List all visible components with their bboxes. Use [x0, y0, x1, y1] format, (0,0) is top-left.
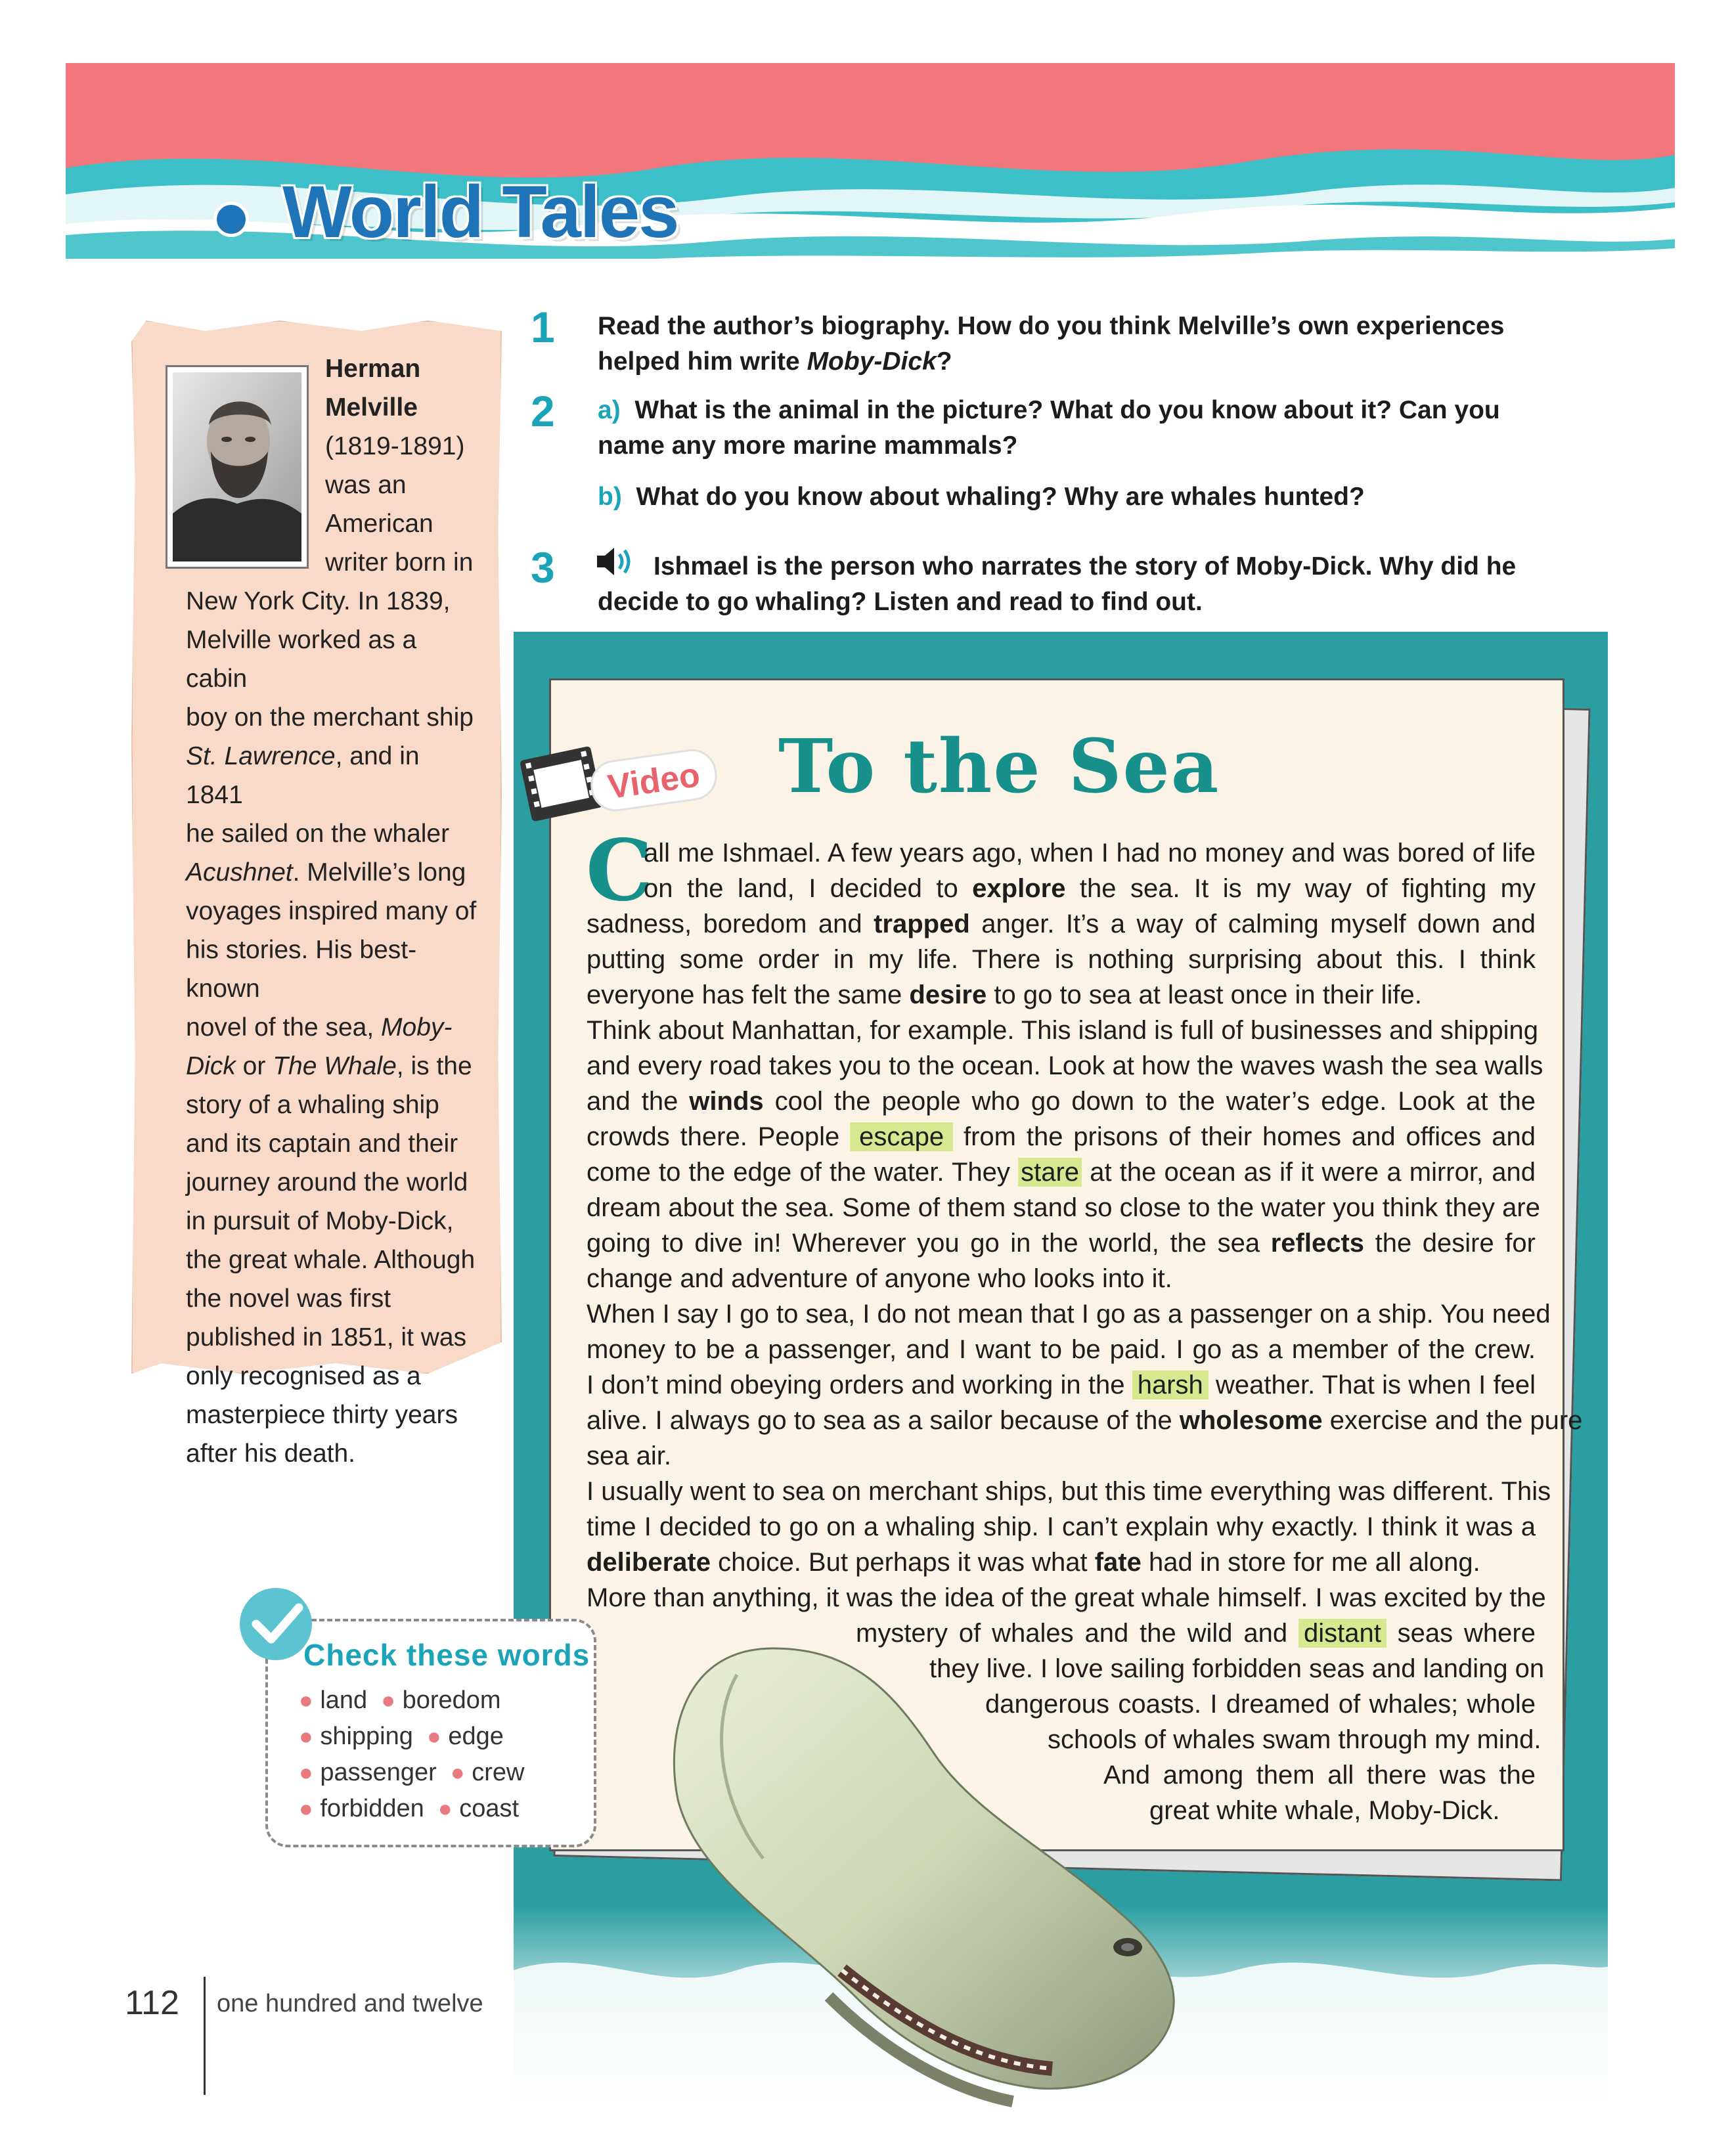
page-number-words: one hundred and twelve [217, 1990, 483, 2017]
story-line: deliberate choice. But perhaps it was what fate had in store for me all along. [587, 1548, 1480, 1577]
story-line: come to the edge of the water. They stare at the ocean as if it were a mirror, and [587, 1158, 1536, 1187]
story-title: To the Sea [778, 724, 1220, 810]
story-line: and the winds cool the people who go down to the water’s edge. Look at the [587, 1087, 1536, 1116]
exercise-3-number: 3 [531, 543, 555, 592]
video-badge-label: Video [605, 756, 703, 807]
story-line: alive. I always go to sea as a sailor because of the wholesome exercise and the pure [587, 1406, 1583, 1435]
story-line: putting some order in my life. There is nothing surprising about this. I think [587, 945, 1536, 974]
story-line: crowds there. People escape from the prisons of their homes and offices and [587, 1122, 1536, 1151]
story-line: dangerous coasts. I dreamed of whales; whole [985, 1690, 1536, 1719]
story-line: on the land, I decided to explore the sea. It is my way of fighting my [644, 874, 1536, 903]
story-line: mystery of whales and the wild and distant seas where [856, 1619, 1536, 1648]
exercise-2-number: 2 [531, 387, 555, 435]
story-line: sea air. [587, 1441, 671, 1470]
story-line: time I decided to go on a whaling ship. I can’t explain why exactly. I think it was a [587, 1512, 1536, 1541]
exercise-1-number: 1 [531, 303, 555, 351]
story-line: More than anything, it was the idea of the great whale himself. I was excited by the [587, 1583, 1546, 1612]
exercise-3-text: Ishmael is the person who narrates the story of Moby-Dick. Why did he decide to go whaling? Listen and read to find out. [598, 552, 1517, 616]
check-words-row: ● land ● boredom [299, 1686, 501, 1714]
story-line: And among them all there was the [1103, 1761, 1536, 1790]
video-badge[interactable] [512, 732, 729, 831]
check-words-title: Check these words [303, 1638, 590, 1672]
story-line: change and adventure of anyone who looks into it. [587, 1264, 1172, 1293]
exercise-2b-text: b) What do you know about whaling? Why are whales hunted? [598, 483, 1365, 511]
check-words-row: ● shipping ● edge [299, 1723, 504, 1750]
story-line: they live. I love sailing forbidden seas and landing on [929, 1654, 1545, 1683]
story-line: money to be a passenger, and I want to be paid. I go as a member of the crew. [587, 1335, 1536, 1364]
story-line: great white whale, Moby-Dick. [1149, 1796, 1500, 1825]
story-line: I usually went to sea on merchant ships, but this time everything was different. This [587, 1477, 1551, 1506]
story-line: sadness, boredom and trapped anger. It’s a way of calming myself down and [587, 910, 1536, 938]
story-line: schools of whales swam through my mind. [1048, 1725, 1541, 1754]
check-words-row: ● passenger ● crew [299, 1759, 525, 1786]
exercise-2a-text: a) What is the animal in the picture? What do you know about it? Can you name any more marine mammals? [598, 396, 1500, 460]
page-number: 112 [125, 1984, 179, 2022]
story-line: I don’t mind obeying orders and working in the harsh weather. That is when I feel [587, 1371, 1536, 1399]
exercise-1-text: Read the author’s biography. How do you think Melville’s own experiences helped him write Moby-Dick? [598, 312, 1505, 376]
section-title: World Tales [282, 171, 678, 253]
highlighted-word[interactable]: harsh [1132, 1371, 1209, 1399]
check-words-row: ● forbidden ● coast [299, 1795, 520, 1822]
story-line: and every road takes you to the ocean. Look at how the waves wash the sea walls [587, 1051, 1543, 1080]
drop-cap: C [586, 822, 653, 920]
highlighted-word[interactable]: distant [1298, 1619, 1386, 1648]
story-line: going to dive in! Wherever you go in the world, the sea reflects the desire for [587, 1229, 1536, 1258]
highlighted-word[interactable]: escape [850, 1122, 953, 1151]
story-line: Think about Manhattan, for example. This island is full of businesses and shipping [587, 1016, 1538, 1045]
story-line: dream about the sea. Some of them stand so close to the water you think they are [587, 1193, 1540, 1222]
biography-text: Herman Melville (1819-1891) was an American writer born in New York City. In 1839, Melville worked as a cabin boy on the merchant ship St. Lawrence, and in 1841 he sailed on the whaler Acushnet. Melville’s long voyages inspired many of his stories. His best-known novel of the sea, Moby- Dick or The Whale, is the story of a whaling ship and its captain and their journey around the world in pursuit of Moby-Dick, the great whale. Although the novel was first published in 1851, it was only recognised as a masterpiece thirty years after his death. [186, 355, 477, 1468]
story-line: everyone has felt the same desire to go to sea at least once in their life. [587, 980, 1422, 1009]
highlighted-word[interactable]: stare [1018, 1158, 1082, 1187]
footer-divider [204, 1977, 206, 2095]
story-line: all me Ishmael. A few years ago, when I had no money and was bored of life [644, 839, 1536, 868]
story-line: When I say I go to sea, I do not mean that I go as a passenger on a ship. You need [587, 1300, 1551, 1329]
